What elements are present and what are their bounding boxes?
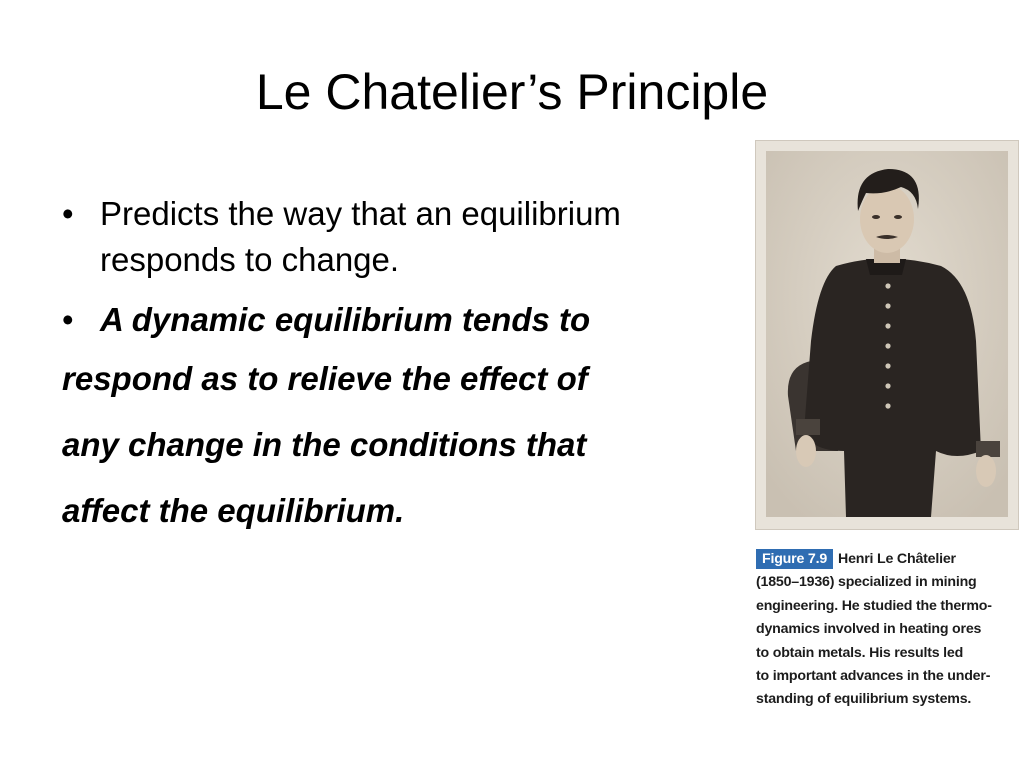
bullet-text: Predicts the way that an equilibrium [100,195,621,232]
caption-line: standing of equilibrium systems. [756,691,972,708]
caption-line: to obtain metals. His results led [756,644,964,661]
slide-title: Le Chatelier’s Principle [255,64,769,120]
bullet-marker: • [62,195,74,232]
figure-label: Figure 7.9 [756,549,833,569]
continuation-line: any change in the conditions that [62,426,587,463]
emphasis-continuation [62,346,762,544]
continuation-line: affect the equilibrium. [62,492,405,529]
caption-line: to important advances in the under- [756,668,991,685]
bullet-list [62,188,762,544]
bullet-marker: • [62,301,74,338]
bullet-text: A dynamic equilibrium tends to [100,301,591,338]
bullet-text-continued: responds to change. [100,241,400,278]
caption-text: Henri Le Châtelier [838,551,956,567]
caption-line: engineering. He studied the thermo- [756,597,992,614]
caption-line: dynamics involved in heating ores [756,621,982,638]
caption-line: (1850–1936) specialized in mining [756,574,977,591]
caption-line [756,548,1021,571]
bullet-item-emphasis [62,294,762,346]
portrait-photo-frame [755,140,1019,530]
figure-caption [756,548,1021,712]
portrait-photo [766,151,1008,517]
bullet-item [62,188,762,286]
continuation-line: respond as to relieve the effect of [62,360,588,397]
